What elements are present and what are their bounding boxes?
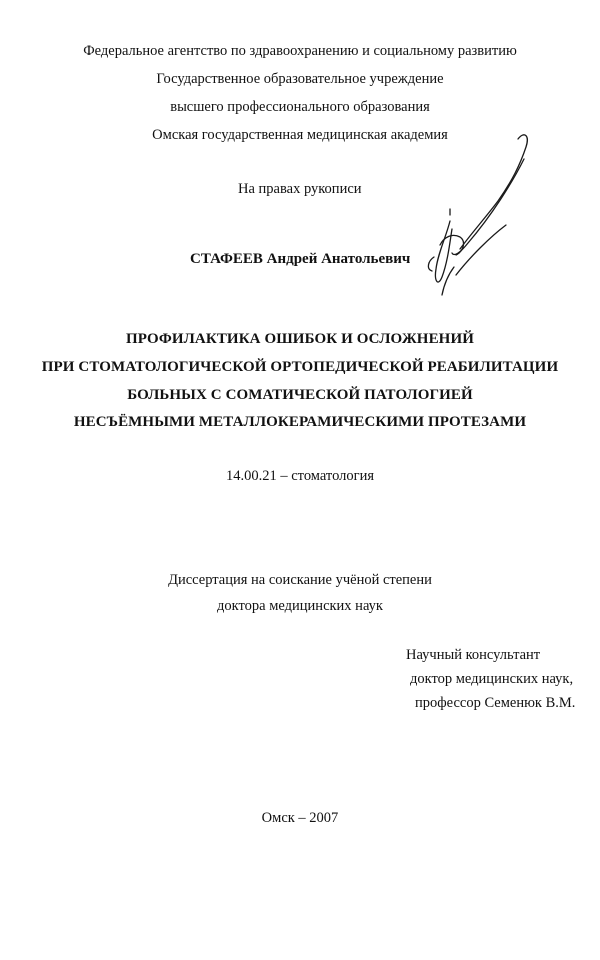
agency-name: Федеральное агентство по здравоохранению и социальному развитию xyxy=(83,43,517,59)
title-line-3: БОЛЬНЫХ С СОМАТИЧЕСКОЙ ПАТОЛОГИЕЙ xyxy=(127,387,473,403)
specialty-code: 14.00.21 – стоматология xyxy=(225,468,374,484)
education-level: высшего профессионального образования xyxy=(170,99,430,115)
author-signature xyxy=(420,125,550,305)
manuscript-note: На правах рукописи xyxy=(238,181,362,197)
title-line-1: ПРОФИЛАКТИКА ОШИБОК И ОСЛОЖНЕНИЙ xyxy=(126,331,474,347)
degree-line-2: доктора медицинских наук xyxy=(217,598,383,614)
degree-line-1: Диссертация на соискание учёной степени xyxy=(168,572,432,588)
author-name: СТАФЕЕВ Андрей Анатольевич xyxy=(190,251,411,267)
title-line-4: НЕСЪЁМНЫМИ МЕТАЛЛОКЕРАМИЧЕСКИМИ ПРОТЕЗАМИ xyxy=(73,414,527,430)
consultant-role: Научный консультант xyxy=(406,647,541,663)
consultant-name: профессор Семенюк В.М. xyxy=(415,695,576,711)
institution-type: Государственное образовательное учреждение xyxy=(156,71,444,87)
title-line-2: ПРИ СТОМАТОЛОГИЧЕСКОЙ ОРТОПЕДИЧЕСКОЙ РЕАБИЛИТАЦИИ xyxy=(41,359,559,375)
city-year: Омск – 2007 xyxy=(261,810,339,826)
academy-name: Омская государственная медицинская академия xyxy=(152,127,448,143)
consultant-degree: доктор медицинских наук, xyxy=(410,671,574,687)
